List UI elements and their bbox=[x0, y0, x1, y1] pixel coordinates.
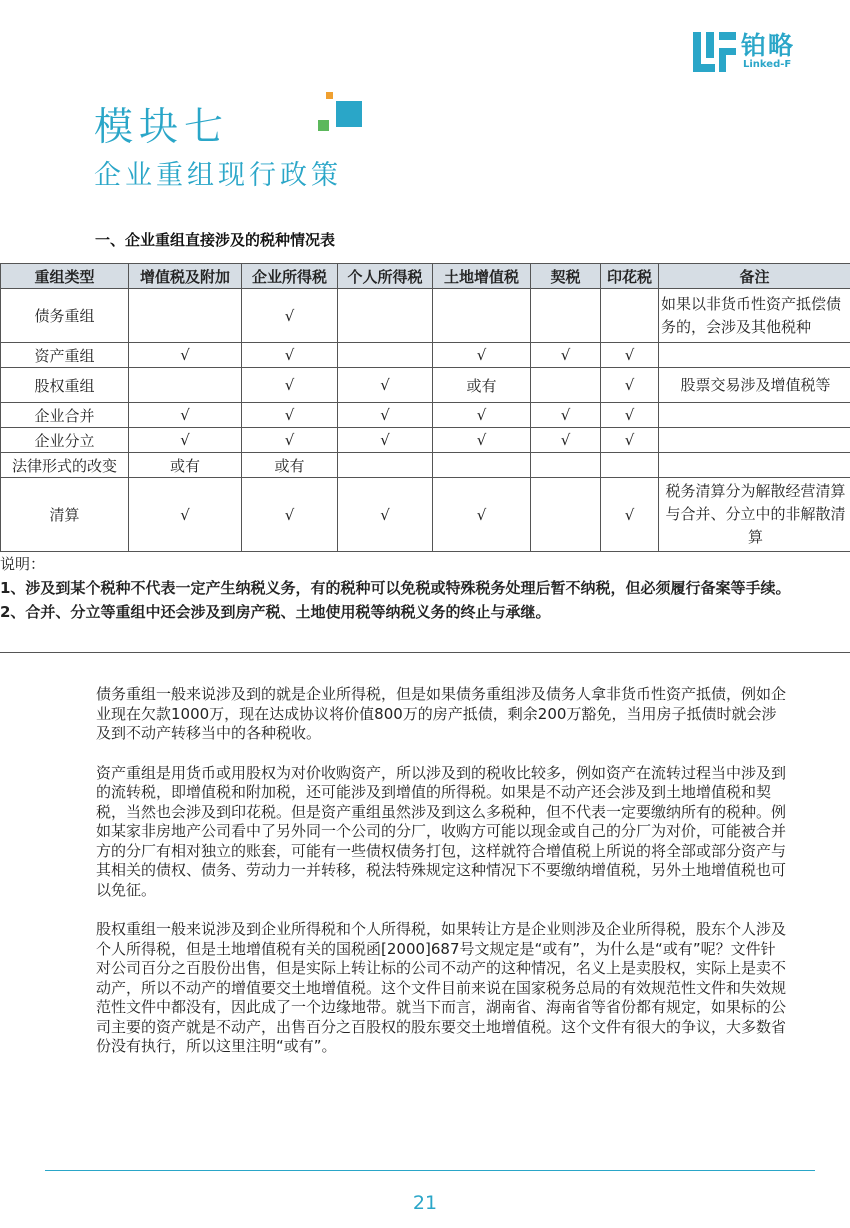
table-row bbox=[1, 428, 850, 453]
table-header-row bbox=[1, 264, 850, 289]
brand-logo bbox=[693, 32, 795, 72]
table-cell: 或有 bbox=[242, 453, 338, 478]
table-cell: 或有 bbox=[433, 368, 531, 403]
tax-table bbox=[0, 263, 850, 552]
table-cell: √ bbox=[129, 343, 242, 368]
table-cell: √ bbox=[242, 368, 338, 403]
note-item: 2、合并、分立等重组中还会涉及到房产税、土地使用税等纳税义务的终止与承继。 bbox=[0, 603, 551, 621]
table-cell: √ bbox=[338, 428, 433, 453]
module-title: 模块七 bbox=[94, 105, 230, 150]
table-cell: √ bbox=[531, 343, 601, 368]
table-cell-note bbox=[659, 453, 850, 478]
table-cell: 债务重组 bbox=[1, 289, 129, 343]
header-cell: 企业所得税 bbox=[242, 264, 338, 289]
header-cell: 土地增值税 bbox=[433, 264, 531, 289]
table-cell bbox=[338, 453, 433, 478]
header-cell: 契税 bbox=[531, 264, 601, 289]
table-notes bbox=[0, 552, 850, 653]
logo-mark-icon bbox=[693, 32, 737, 72]
table-cell: √ bbox=[531, 403, 601, 428]
table-cell: √ bbox=[601, 478, 659, 552]
table-cell-note bbox=[659, 343, 850, 368]
table-cell: √ bbox=[531, 428, 601, 453]
table-cell bbox=[531, 453, 601, 478]
table-cell: √ bbox=[601, 428, 659, 453]
table-cell: √ bbox=[433, 403, 531, 428]
table-cell-note: 如果以非货币性资产抵偿债务的，会涉及其他税种 bbox=[659, 289, 850, 343]
table-cell: √ bbox=[129, 478, 242, 552]
table-cell: √ bbox=[242, 478, 338, 552]
notes-label: 说明： bbox=[0, 555, 46, 573]
footer-divider bbox=[45, 1170, 815, 1171]
table-cell: √ bbox=[433, 343, 531, 368]
table-cell-note: 股票交易涉及增值税等 bbox=[659, 368, 850, 403]
table-cell: √ bbox=[242, 289, 338, 343]
paragraph: 资产重组是用货币或用股权为对价收购资产，所以涉及到的税收比较多，例如资产在流转过程当中涉及到的流转税，即增值税和附加税，还可能涉及到增值的所得税。如果是不动产还会涉及到土地增值税和契税，当然也会涉及到印花税。但是资产重组虽然涉及到这么多税种，但不代表一定要缴纳所有的税种。例如某家非房地产公司看中了另外同一个公司的分厂，收购方可能以现金或自己的分厂为对价，可能被合并方的分厂有相对独立的账套，可能有一些债权债务打包，这样就符合增值税上所说的将全部或部分资产与其相关的债权、债务、劳动力一并转移，税法特殊规定这种情况下不要缴纳增值税，另外土地增值税也可以免征。 bbox=[96, 763, 787, 899]
table-row bbox=[1, 368, 850, 403]
paragraph: 股权重组一般来说涉及到企业所得税和个人所得税，如果转让方是企业则涉及企业所得税，股东个人涉及个人所得税，但是土地增值税有关的国税函[2000]687号文规定是“或有”，为什么是“或有”呢？文件针对公司百分之百股份出售，但是实际上转让标的公司不动产的这种情况，名义上是卖股权，实际上是卖不动产，所以不动产的增值要交土地增值税。这个文件目前来说在国家税务总局的有效规范性文件和失效规范性文件中都没有，因此成了一个边缘地带。就当下而言，湖南省、海南省等省份都有规定，如果标的公司主要的资产就是不动产，出售百分之百股权的股东要交土地增值税。这个文件有很大的争议，大多数省份没有执行，所以这里注明“或有”。 bbox=[96, 920, 787, 1055]
table-cell: 资产重组 bbox=[1, 343, 129, 368]
table-cell: √ bbox=[242, 403, 338, 428]
table-cell: 法律形式的改变 bbox=[1, 453, 129, 478]
page-number: 21 bbox=[412, 1192, 438, 1214]
table-cell bbox=[601, 289, 659, 343]
table-cell: √ bbox=[338, 478, 433, 552]
section-heading: 一、企业重组直接涉及的税种情况表 bbox=[95, 231, 336, 249]
table-cell bbox=[433, 289, 531, 343]
table-cell bbox=[129, 368, 242, 403]
header-cell: 备注 bbox=[659, 264, 850, 289]
table-cell: √ bbox=[338, 368, 433, 403]
table-cell bbox=[433, 453, 531, 478]
header-cell: 增值税及附加 bbox=[129, 264, 242, 289]
body-text bbox=[96, 685, 786, 1077]
table-cell: √ bbox=[242, 343, 338, 368]
table-cell bbox=[601, 453, 659, 478]
table-cell: √ bbox=[433, 478, 531, 552]
paragraph: 债务重组一般来说涉及到的就是企业所得税，但是如果债务重组涉及债务人拿非货币性资产抵债，例如企业现在欠款1000万，现在达成协议将价值800万的房产抵债，剩余200万豁免，当用房子抵债时就会涉及到不动产转移当中的各种税收。 bbox=[96, 685, 787, 742]
table-cell: √ bbox=[433, 428, 531, 453]
table-cell: √ bbox=[129, 403, 242, 428]
table-cell bbox=[531, 368, 601, 403]
table-cell: √ bbox=[242, 428, 338, 453]
table-row bbox=[1, 343, 850, 368]
module-subtitle: 企业重组现行政策 bbox=[94, 160, 342, 191]
table-row bbox=[1, 478, 850, 552]
header-cell: 重组类型 bbox=[1, 264, 129, 289]
brand-name-en: Linked-F bbox=[743, 59, 792, 70]
table-cell: √ bbox=[601, 403, 659, 428]
table-row bbox=[1, 289, 850, 343]
table-cell: √ bbox=[129, 428, 242, 453]
header-cell: 个人所得税 bbox=[338, 264, 433, 289]
table-cell: 企业合并 bbox=[1, 403, 129, 428]
table-cell: 或有 bbox=[129, 453, 242, 478]
table-cell-note bbox=[659, 403, 850, 428]
table-row bbox=[1, 453, 850, 478]
table-row bbox=[1, 403, 850, 428]
table-cell: √ bbox=[338, 403, 433, 428]
table-cell: 企业分立 bbox=[1, 428, 129, 453]
table-cell: 清算 bbox=[1, 478, 129, 552]
header-cell: 印花税 bbox=[601, 264, 659, 289]
table-cell bbox=[338, 343, 433, 368]
table-cell bbox=[531, 478, 601, 552]
table-cell: 股权重组 bbox=[1, 368, 129, 403]
table-cell: √ bbox=[601, 343, 659, 368]
table-cell-note: 税务清算分为解散经营清算与合并、分立中的非解散清算 bbox=[659, 478, 850, 552]
table-cell bbox=[129, 289, 242, 343]
decorative-squares bbox=[318, 92, 368, 142]
note-item: 1、涉及到某个税种不代表一定产生纳税义务，有的税种可以免税或特殊税务处理后暂不纳税，但必须履行备案等手续。 bbox=[0, 579, 791, 597]
table-cell bbox=[531, 289, 601, 343]
table-cell bbox=[338, 289, 433, 343]
table-cell-note bbox=[659, 428, 850, 453]
table-cell: √ bbox=[601, 368, 659, 403]
brand-name-cn: 铂略 bbox=[741, 31, 796, 60]
